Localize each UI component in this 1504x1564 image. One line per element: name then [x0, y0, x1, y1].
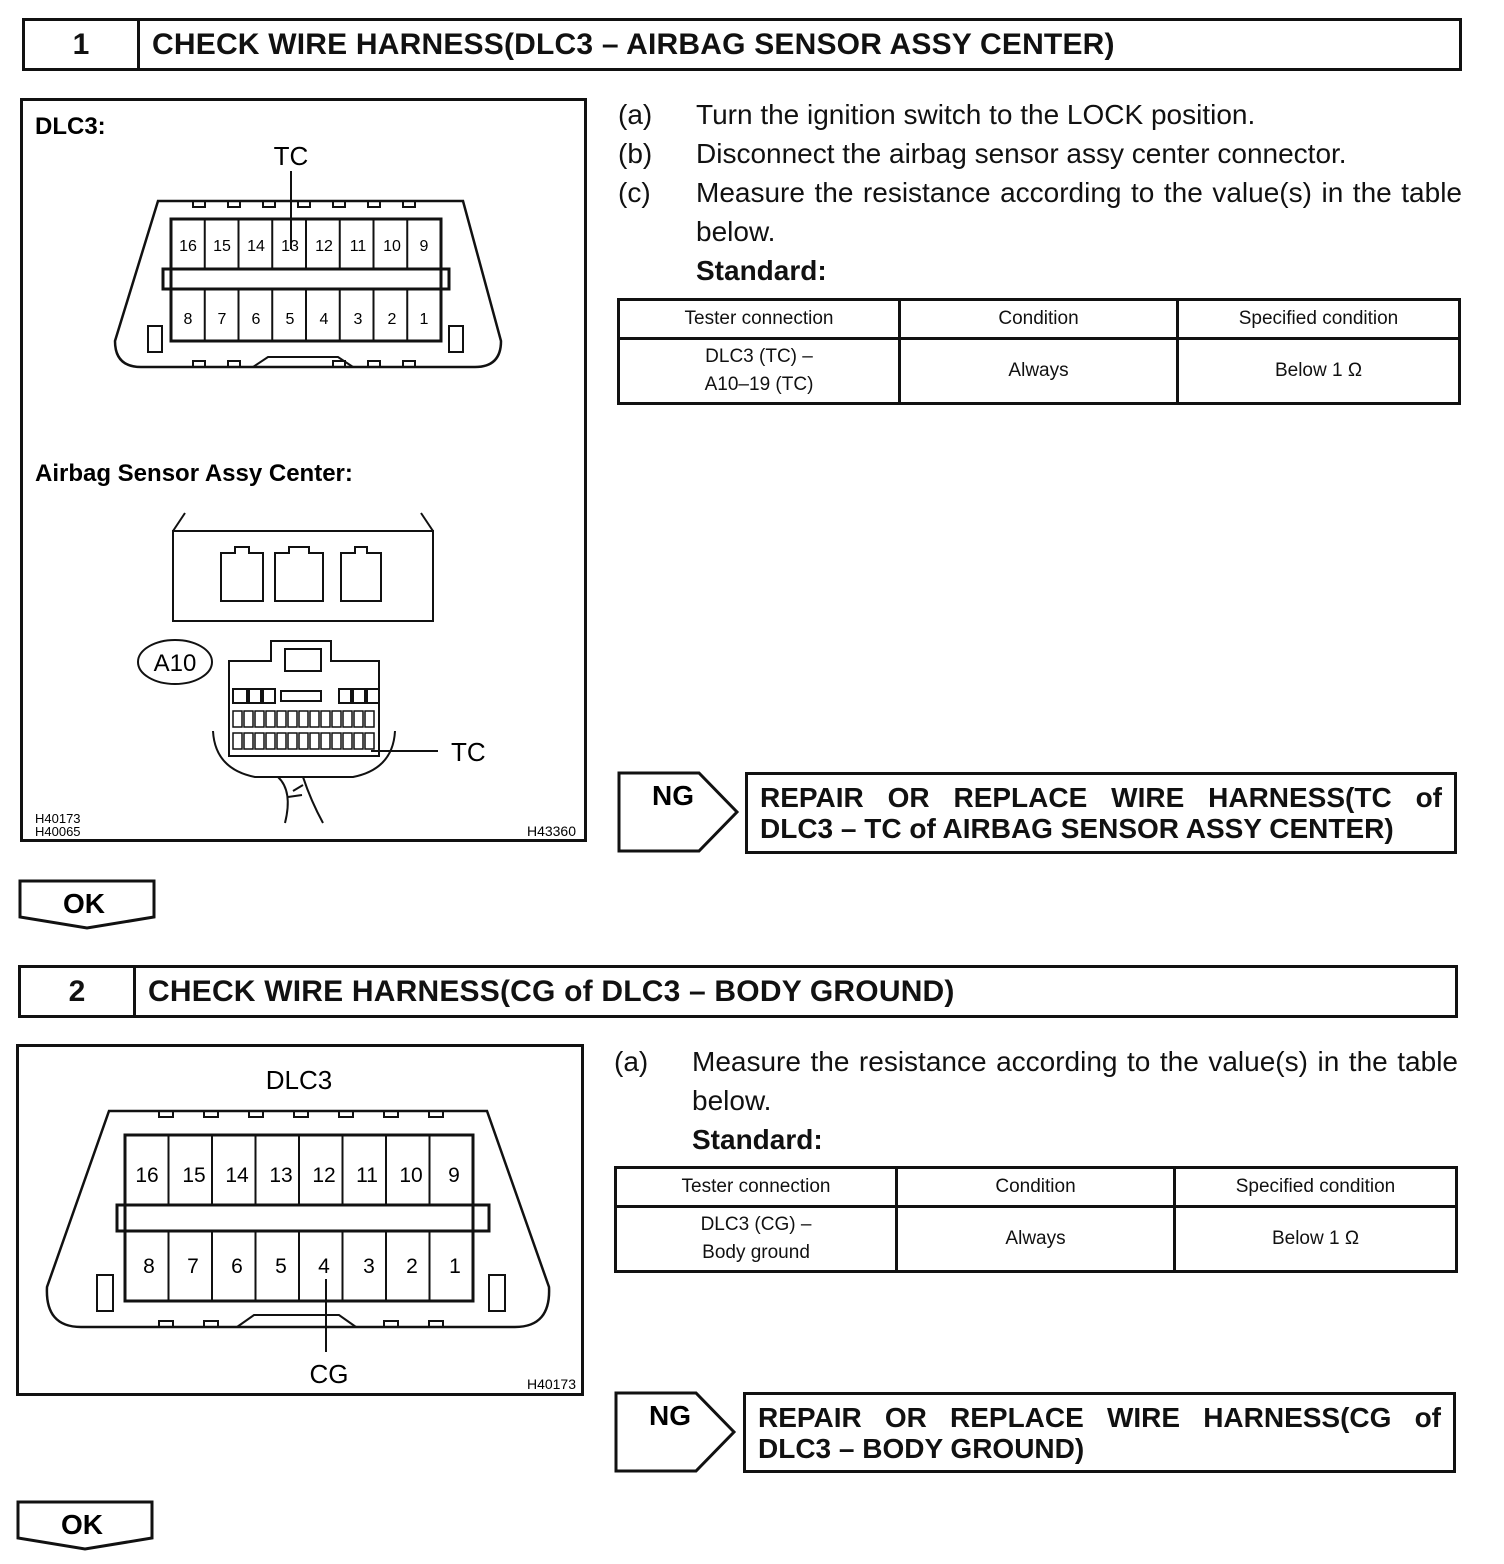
step-c [618, 173, 1462, 251]
a10-terminal-cell [332, 733, 341, 749]
a10-terminal-cell [266, 733, 275, 749]
ok-label: OK [61, 1509, 103, 1540]
a10-terminal-cell [288, 711, 297, 727]
airbag-sensor-label: Airbag Sensor Assy Center: [35, 460, 353, 487]
ok-arrow-shape [16, 1500, 156, 1552]
ng-label: NG [652, 780, 694, 811]
a10-terminal-cell [299, 711, 308, 727]
step-a [614, 1042, 1458, 1120]
airbag-sensor-body [173, 513, 433, 621]
section1-spec-table [617, 298, 1461, 405]
a10-terminal-cell [255, 711, 264, 727]
section2-ng-result [743, 1392, 1456, 1473]
a10-terminal-cell [321, 711, 330, 727]
dlc3-pin: 16 [179, 238, 197, 255]
a10-terminal-cell [288, 733, 297, 749]
dlc3-pin: 10 [383, 238, 401, 255]
connection-line-1: DLC3 (TC) – [705, 346, 813, 367]
a10-terminal-cell [310, 711, 319, 727]
ng-result-line-1: REPAIR OR REPLACE WIRE HARNESS(CG of [758, 1402, 1441, 1433]
step-text: Disconnect the airbag sensor assy center connector. [696, 138, 1347, 169]
ng-result-line-2: DLC3 – TC of AIRBAG SENSOR ASSY CENTER) [760, 813, 1394, 844]
dlc3-label: DLC3: [35, 113, 106, 140]
dlc3-pin: 15 [182, 1164, 206, 1187]
a10-terminal-cell [332, 711, 341, 727]
section2-diagram [19, 1047, 581, 1393]
section1-ng-result [745, 772, 1457, 854]
table-cell-spec: Below 1 Ω [1178, 339, 1460, 404]
section2-ng-arrow [614, 1391, 738, 1478]
dlc3-pin: 7 [187, 1255, 199, 1278]
a10-connector [213, 641, 395, 823]
step-label: (a) [614, 1046, 649, 1077]
table-cell-connection [616, 1207, 897, 1272]
step-text: Measure the resistance according to the value(s) in the table below. [696, 177, 1462, 247]
ok-label: OK [63, 888, 105, 919]
a10-terminal-cell [343, 711, 352, 727]
table-header: Tester connection [616, 1168, 897, 1207]
dlc3-pin: 13 [281, 238, 299, 255]
tc2-label: TC [451, 737, 486, 767]
table-header: Specified condition [1178, 300, 1460, 339]
a10-terminal-cell [310, 733, 319, 749]
dlc3-pin: 4 [319, 311, 329, 328]
step-b [618, 134, 1462, 173]
ng-arrow-shape [614, 1391, 738, 1473]
section2-header [18, 965, 1458, 1018]
standard-label: Standard: [692, 1124, 823, 1155]
figure-code-3: H43360 [526, 823, 576, 839]
a10-terminal-cell [244, 711, 253, 727]
a10-terminal-grid [233, 711, 374, 749]
cg-label: CG [309, 1359, 349, 1389]
a10-terminal-cell [321, 733, 330, 749]
ng-result-line-2: DLC3 – BODY GROUND) [758, 1433, 1085, 1464]
connection-line-2: A10–19 (TC) [704, 374, 814, 395]
figure-code: H40173 [526, 1376, 576, 1392]
section1-header [22, 18, 1462, 71]
a10-terminal-cell [266, 711, 275, 727]
dlc3-pin: 8 [183, 311, 193, 328]
a10-terminal-cell [255, 733, 264, 749]
section1-figure [20, 98, 587, 842]
table-header: Specified condition [1175, 1168, 1457, 1207]
dlc3-pin: 8 [143, 1255, 155, 1278]
dlc3-pin: 9 [448, 1164, 460, 1187]
dlc3-pin: 15 [213, 238, 231, 255]
dlc3-pin: 7 [217, 311, 227, 328]
section1-ok-arrow [18, 879, 158, 936]
dlc3-pin: 14 [225, 1164, 249, 1187]
dlc3-pin: 5 [285, 311, 295, 328]
figure-code-1: H40173 [35, 811, 81, 826]
table-header: Tester connection [619, 300, 900, 339]
standard-label: Standard: [696, 255, 827, 286]
dlc3-pin: 10 [399, 1164, 423, 1187]
dlc3-center-bar [117, 1205, 489, 1231]
dlc3-pin-dividers [205, 219, 408, 341]
dlc3-pin: 4 [318, 1255, 330, 1278]
ng-label: NG [649, 1400, 691, 1431]
dlc3-notches [159, 1111, 443, 1327]
dlc3-pin: 3 [363, 1255, 375, 1278]
dlc3-pin: 11 [349, 238, 367, 255]
table-cell-condition: Always [897, 1207, 1175, 1272]
table-cell-connection [619, 339, 900, 404]
dlc3-pin: 16 [135, 1164, 159, 1187]
section2-ok-arrow [16, 1500, 156, 1557]
dlc3-right-slot [489, 1275, 505, 1311]
dlc3-center-bar [163, 269, 449, 289]
table-header: Condition [897, 1168, 1175, 1207]
dlc3-pin: 9 [419, 238, 429, 255]
a10-terminal-cell [277, 711, 286, 727]
dlc3-pin: 1 [449, 1255, 461, 1278]
dlc3-pin: 1 [419, 311, 429, 328]
section2-figure [16, 1044, 584, 1396]
dlc3-pin: 6 [251, 311, 261, 328]
dlc3-label: DLC3 [265, 1065, 333, 1095]
connection-line-1: DLC3 (CG) – [700, 1214, 812, 1235]
a10-terminal-cell [354, 711, 363, 727]
section1-title: CHECK WIRE HARNESS(DLC3 – AIRBAG SENSOR ASSY CENTER) [152, 27, 1115, 61]
dlc3-pin: 3 [353, 311, 363, 328]
a10-terminal-cell [244, 733, 253, 749]
dlc3-right-slot [449, 326, 463, 352]
table-cell-condition: Always [900, 339, 1178, 404]
a10-terminal-cell [233, 711, 242, 727]
dlc3-pin: 6 [231, 1255, 243, 1278]
ok-arrow-shape [18, 879, 158, 931]
figure-code-2: H40065 [35, 824, 81, 839]
step-text: Measure the resistance according to the value(s) in the table below. [692, 1046, 1458, 1116]
step-label: (c) [618, 177, 651, 208]
dlc3-left-slot [148, 326, 162, 352]
step-a [618, 95, 1462, 134]
step-label: (a) [618, 99, 653, 130]
dlc3-pin: 13 [269, 1164, 293, 1187]
section1-ng-arrow [617, 771, 741, 858]
section2-number: 2 [21, 968, 136, 1015]
table-header: Condition [900, 300, 1178, 339]
section1-number: 1 [25, 21, 140, 68]
connector-id: A10 [153, 650, 197, 677]
a10-terminal-cell [299, 733, 308, 749]
step-label: (b) [618, 138, 653, 169]
dlc3-pin: 14 [247, 238, 265, 255]
dlc3-pin: 2 [387, 311, 397, 328]
dlc3-pin: 5 [275, 1255, 287, 1278]
dlc3-pin: 12 [312, 1164, 336, 1187]
dlc3-pin-dividers [169, 1135, 430, 1301]
a10-terminal-cell [277, 733, 286, 749]
a10-terminal-cell [365, 733, 374, 749]
dlc3-pin: 12 [315, 238, 333, 255]
dlc3-left-slot [97, 1275, 113, 1311]
a10-terminal-cell [233, 733, 242, 749]
section2-title: CHECK WIRE HARNESS(CG of DLC3 – BODY GROUND) [148, 974, 955, 1008]
table-cell-spec: Below 1 Ω [1175, 1207, 1457, 1272]
ng-arrow-shape [617, 771, 741, 853]
step-text: Turn the ignition switch to the LOCK position. [696, 99, 1256, 130]
dlc3-pin: 11 [356, 1164, 378, 1187]
section2-spec-table [614, 1166, 1458, 1273]
a10-terminal-cell [365, 711, 374, 727]
dlc3-pin: 2 [406, 1255, 418, 1278]
connection-line-2: Body ground [702, 1242, 810, 1263]
ng-result-line-1: REPAIR OR REPLACE WIRE HARNESS(TC of [760, 782, 1442, 813]
tc-label: TC [273, 141, 309, 171]
section1-steps [618, 95, 1462, 290]
section2-steps [614, 1042, 1458, 1159]
a10-terminal-cell [354, 733, 363, 749]
section1-diagram [23, 101, 584, 839]
a10-terminal-cell [343, 733, 352, 749]
